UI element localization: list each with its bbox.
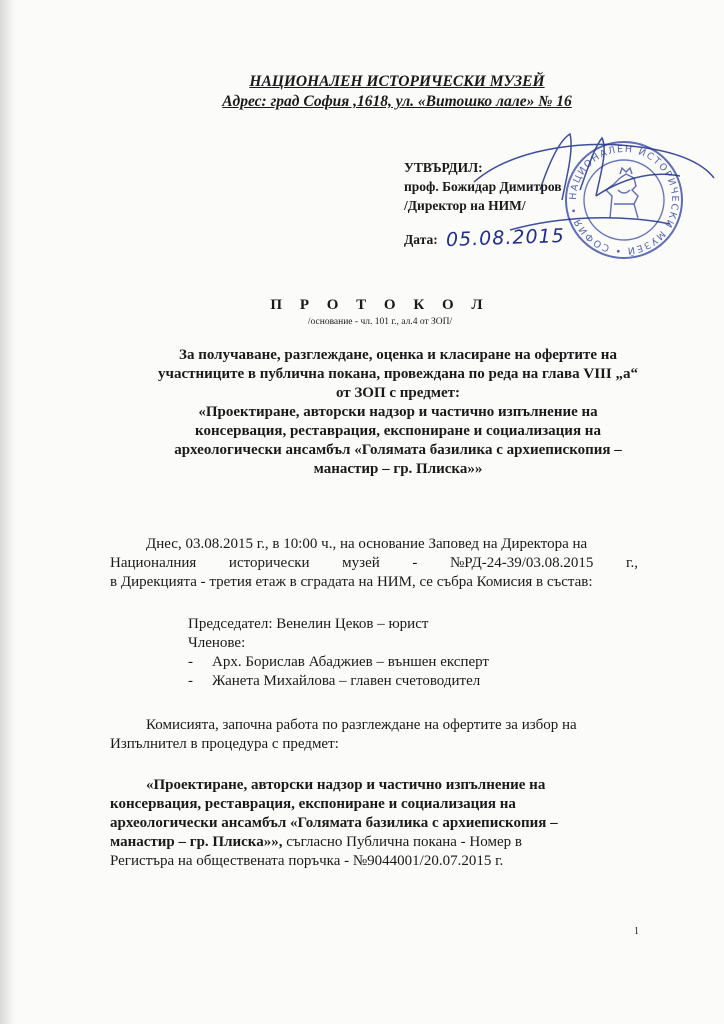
- bullet: -: [188, 654, 193, 670]
- subject-line: консервация, реставрация, експониране и социализация на: [195, 423, 601, 439]
- protocol-subject: [108, 346, 688, 479]
- scan-edge: [0, 0, 16, 1024]
- commission-chair: Председател: Венелин Цеков – юрист: [188, 616, 429, 632]
- subject-line: археологически ансамбъл «Голямата базилика с архиепископия –: [174, 442, 622, 458]
- paragraph-line: [110, 833, 638, 852]
- approver-name: проф. Божидар Димитров: [404, 179, 562, 194]
- page-number: 1: [634, 926, 639, 937]
- commission-member: [188, 672, 489, 691]
- approval-block: [404, 158, 565, 252]
- paragraph-line: Днес, 03.08.2015 г., в 10:00 ч., на основание Заповед на Директора на: [146, 536, 588, 552]
- seal-text: НАЦИОНАЛЕН ИСТОРИЧЕСКИ МУЗЕЙ • СОФИЯ •: [567, 143, 681, 257]
- subject-line: участниците в публична покана, провеждана по реда на глава VIII „а“: [158, 366, 638, 382]
- approver-position: /Директор на НИМ/: [404, 198, 526, 213]
- commission-list: [188, 615, 489, 691]
- paragraph-line: «Проектиране, авторски надзор и частично изпълнение на: [146, 777, 546, 793]
- paragraph-line: Регистъра на обществената поръчка - №9044001/20.07.2015 г.: [110, 853, 504, 869]
- letterhead: [0, 72, 724, 112]
- work-start-paragraph: [110, 716, 638, 754]
- institution-address: Адрес: град София ,1618, ул. «Витошко лале» № 16: [222, 93, 572, 110]
- commission-member: [188, 653, 489, 672]
- handwritten-date: 05.08.2015: [445, 224, 565, 252]
- approval-date-row: [404, 224, 565, 252]
- procedure-subject-paragraph: [110, 776, 638, 871]
- word: Националния: [110, 555, 197, 571]
- institution-name: НАЦИОНАЛЕН ИСТОРИЧЕСКИ МУЗЕЙ: [249, 73, 545, 90]
- meeting-paragraph: [110, 535, 638, 592]
- protocol-title: П Р О Т О К О Л: [270, 297, 490, 313]
- subject-line: За получаване, разглеждане, оценка и класиране на офертите на: [179, 347, 617, 363]
- bullet: -: [188, 673, 193, 689]
- paragraph-line: в Дирекцията - третия етаж в сградата на НИМ, се събра Комисия в състав:: [110, 574, 593, 590]
- members-label: Членове:: [188, 635, 246, 651]
- subject-line: «Проектиране, авторски надзор и частично изпълнение на: [198, 404, 598, 420]
- member-text: Арх. Борислав Абаджиев – външен експерт: [212, 654, 489, 670]
- subject-line: манастир – гр. Плиска»»: [313, 461, 483, 477]
- word: исторически: [228, 555, 310, 571]
- paragraph-line: Комисията, започна работа по разглеждане на офертите за избор на: [146, 717, 577, 733]
- word: г.,: [626, 555, 638, 571]
- protocol-basis: /основание - чл. 101 г., ал.4 от ЗОП/: [307, 317, 453, 327]
- bold-fragment: манастир – гр. Плиска»»,: [110, 834, 283, 850]
- paragraph-line: [110, 554, 638, 573]
- member-text: Жанета Михайлова – главен счетоводител: [212, 673, 481, 689]
- word: музей: [342, 555, 380, 571]
- date-label: Дата:: [404, 232, 438, 247]
- subject-line: от ЗОП с предмет:: [335, 385, 461, 401]
- word: -: [412, 555, 418, 571]
- word: №РД-24-39/03.08.2015: [449, 555, 594, 571]
- paragraph-line: археологически ансамбъл «Голямата базилика с архиепископия –: [110, 815, 558, 831]
- approval-label: УТВЪРДИЛ:: [404, 160, 483, 175]
- regular-fragment: съгласно Публична покана - Номер в: [282, 834, 522, 850]
- paragraph-line: Изпълнител в процедура с предмет:: [110, 736, 339, 752]
- paragraph-line: консервация, реставрация, експониране и социализация на: [110, 796, 516, 812]
